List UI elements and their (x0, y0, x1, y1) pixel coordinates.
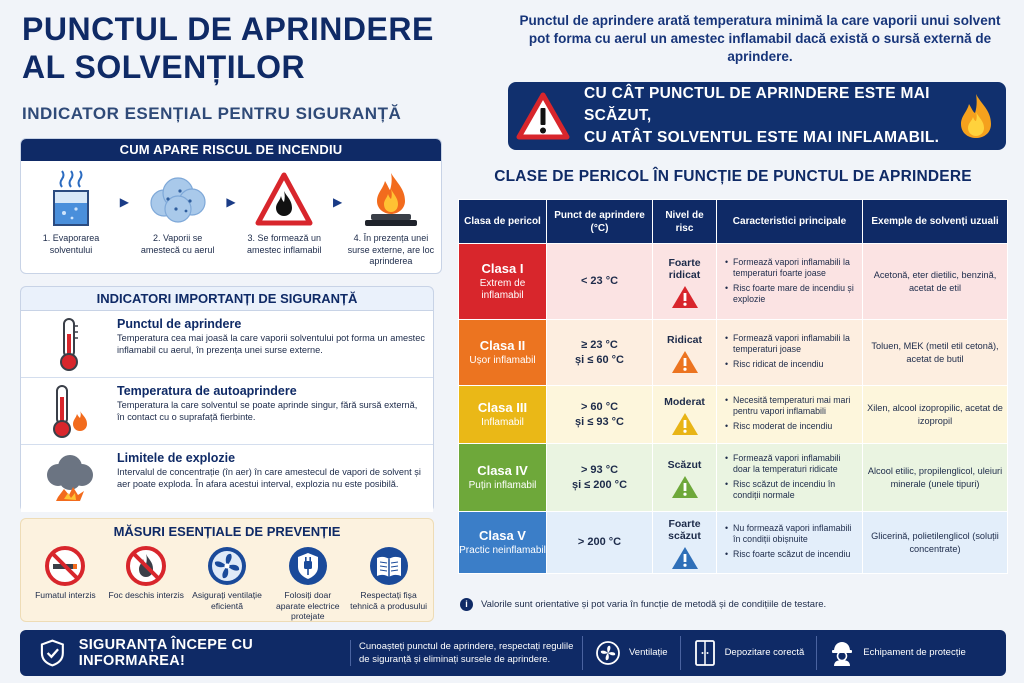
solvent-examples: Xilen, alcool izopropilic, acetat de izopropil (867, 402, 1003, 426)
chevron-right-icon: ▶ (226, 195, 236, 209)
info-icon: i (460, 598, 473, 611)
class-name: Clasa V (479, 528, 526, 543)
hazard-warning-icon (671, 475, 699, 499)
table-row (459, 512, 1008, 574)
prevention-item (269, 545, 347, 622)
fire-risk-title: CUM APARE RISCUL DE INCENDIU (21, 139, 441, 161)
risk-level: Foarte ridicat (668, 256, 701, 281)
risk-step (134, 169, 222, 256)
solvent-examples: Alcool etilic, propilenglicol, uleiuri minerale (unele tipuri) (867, 465, 1003, 489)
table-row (459, 320, 1008, 386)
risk-step (240, 169, 328, 256)
class-subtitle: Inflamabil (481, 417, 524, 428)
risk-level-cell (653, 512, 717, 574)
title-line-2: AL SOLVENȚILOR (22, 49, 306, 85)
prevention-label: Respectați fișa tehnică a produsului (350, 590, 428, 611)
flash-point-cell (547, 244, 653, 320)
characteristics-cell (717, 386, 863, 444)
indicator-row (21, 445, 433, 512)
risk-step-label: 4. În prezența unei surse externe, are loc aprinderea (347, 233, 435, 266)
thermometer-icon (54, 316, 84, 372)
risk-level: Moderat (664, 395, 705, 408)
flame-icon (946, 92, 1006, 140)
class-name-cell (459, 444, 547, 512)
risk-step-label: 3. Se formează un amestec inflamabil (247, 233, 322, 255)
characteristic-item: • Formează vapori inflamabili la temperaturi joase (725, 333, 858, 354)
flash-point-value: < 23 °C (580, 275, 619, 287)
solvent-examples: Toluen, MEK (metil etil cetonă), acetat de butil (871, 340, 999, 364)
warning-line-1: CU CÂT PUNCTUL DE APRINDERE ESTE MAI SCĂZUT, (584, 85, 930, 124)
class-subtitle: Puțin inflamabil (468, 480, 537, 491)
prevention-item (107, 545, 185, 622)
characteristic-item: • Nu formează vapori inflamabili în condiții obișnuite (725, 523, 858, 544)
solvent-examples: Acetonă, eter dietilic, benzină, acetat de etil (873, 269, 997, 293)
chevron-right-icon: ▶ (332, 195, 343, 209)
solvent-examples: Glicerină, polietilenglicol (soluții concentrate) (871, 530, 999, 554)
examples-cell (863, 244, 1008, 320)
flash-point-value: ≥ 23 °C și ≤ 60 °C (575, 338, 624, 366)
classes-title: CLASE DE PERICOL ÎN FUNCȚIE DE PUNCTUL DE APRINDERE (494, 168, 972, 185)
characteristics-cell (717, 244, 863, 320)
table-note (460, 598, 826, 611)
class-subtitle: Practic neinflamabil (459, 545, 546, 556)
page-title (22, 10, 492, 86)
column-header: Exemple de solvenți uzuali (863, 200, 1008, 244)
table-row (459, 386, 1008, 444)
prevention-label: Folosiți doar aparate electrice protejate (276, 590, 340, 621)
prevention-title: MĂSURI ESENȚIALE DE PREVENȚIE (113, 524, 341, 539)
risk-step-label: 2. Vaporii se amestecă cu aerul (140, 233, 215, 255)
chevron-right-icon: ▶ (119, 195, 129, 209)
page-subtitle: INDICATOR ESENȚIAL PENTRU SIGURANȚĂ (22, 104, 402, 123)
class-name: Clasa III (477, 400, 528, 415)
class-name: Clasa IV (477, 463, 528, 478)
indicator-desc: Temperatura la care solventul se poate aprinde singur, fără sursă externă, în contact cu o suprafață fierbinte. (117, 400, 418, 422)
indicator-desc: Intervalul de concentrație (în aer) în care amestecul de vapori de solvent și aer poate exploda. În afara acestui interval, explozia nu este posibilă. (117, 467, 421, 489)
table-header-row (459, 200, 1008, 244)
examples-cell (863, 444, 1008, 512)
column-header: Nivel de risc (653, 200, 717, 244)
risk-step-label: 1. Evaporarea solventului (42, 233, 100, 255)
shield-check-icon (40, 638, 65, 668)
characteristic-item: • Risc foarte scăzut de incendiu (725, 549, 858, 560)
characteristics-cell (717, 320, 863, 386)
no-fire-icon (125, 545, 167, 587)
warning-banner (508, 82, 1006, 150)
characteristic-item: • Formează vapori inflamabili la temperaturi foarte joase (725, 257, 858, 278)
flash-point-value: > 60 °C și ≤ 93 °C (575, 400, 624, 428)
explosion-icon (40, 453, 98, 505)
safety-indicators-title: INDICATORI IMPORTANȚI DE SIGURANȚĂ (21, 287, 433, 311)
warning-line-2: CU ATÂT SOLVENTUL ESTE MAI INFLAMABIL. (584, 129, 940, 146)
characteristic-item: • Risc scăzut de incendiu în condiții normale (725, 479, 858, 500)
risk-level: Foarte scăzut (668, 517, 701, 542)
characteristic-item: • Necesită temperaturi mai mari pentru vapori inflamabili (725, 395, 858, 416)
footer-motto: SIGURANȚA ÎNCEPE CU INFORMAREA! (78, 637, 254, 669)
flash-point-cell (547, 386, 653, 444)
characteristics-cell (717, 444, 863, 512)
footer-item-storage (680, 636, 817, 670)
risk-level-cell (653, 244, 717, 320)
flash-point-cell (547, 444, 653, 512)
risk-level-cell (653, 320, 717, 386)
footer-item-label: Echipament de protecție (863, 647, 966, 658)
flash-point-cell (547, 512, 653, 574)
class-subtitle: Ușor inflamabil (469, 355, 536, 366)
class-name-cell (459, 386, 547, 444)
protected-plug-icon (287, 545, 329, 587)
datasheet-book-icon (368, 545, 410, 587)
vapor-cloud-icon (146, 169, 210, 229)
risk-level-cell (653, 444, 717, 512)
prevention-item (350, 545, 428, 622)
characteristic-item: • Risc foarte mare de incendiu și explozie (725, 283, 858, 304)
hazard-classes-table (458, 199, 1008, 574)
flash-point-cell (547, 320, 653, 386)
flash-point-value: > 93 °C și ≤ 200 °C (571, 463, 628, 491)
examples-cell (863, 386, 1008, 444)
prevention-item (26, 545, 104, 622)
flammable-warning-icon (254, 169, 314, 229)
warning-icon (508, 92, 578, 140)
footer-item-ventilation (582, 636, 680, 670)
hazard-warning-icon (671, 412, 699, 436)
examples-cell (863, 512, 1008, 574)
class-subtitle: Extrem de inflamabil (479, 278, 526, 301)
characteristics-cell (717, 512, 863, 574)
class-name-cell (459, 512, 547, 574)
column-header: Clasa de pericol (459, 200, 547, 244)
prevention-label: Fumatul interzis (35, 590, 96, 600)
table-note-text: Valorile sunt orientative și pot varia în funcție de metodă și de condițiile de testare. (481, 599, 827, 610)
characteristic-item: • Risc ridicat de incendiu (725, 359, 858, 370)
table-row (459, 244, 1008, 320)
class-name-cell (459, 320, 547, 386)
indicator-name: Punctul de aprindere (117, 317, 242, 331)
storage-cabinet-icon (693, 639, 717, 667)
class-name: Clasa II (479, 338, 526, 353)
safety-indicators-card (20, 286, 434, 512)
class-name: Clasa I (481, 261, 524, 276)
risk-level-cell (653, 386, 717, 444)
protective-equipment-icon (829, 639, 855, 667)
table-row (459, 444, 1008, 512)
prevention-item (188, 545, 266, 622)
prevention-label: Foc deschis interzis (108, 590, 184, 600)
hazard-warning-icon (671, 285, 699, 309)
prevention-label: Asigurați ventilație eficientă (192, 590, 262, 611)
fire-risk-card (20, 138, 442, 274)
hazard-warning-icon (671, 350, 699, 374)
risk-step (347, 169, 435, 268)
risk-level: Ridicat (666, 333, 702, 346)
footer-item-label: Ventilație (629, 647, 668, 658)
beaker-icon (48, 169, 94, 229)
footer-banner (20, 630, 1006, 676)
no-smoking-icon (44, 545, 86, 587)
indicator-name: Temperatura de autoaprindere (117, 384, 297, 398)
indicator-name: Limitele de explozie (117, 451, 236, 465)
title-line-1: PUNCTUL DE APRINDERE (22, 11, 434, 47)
footer-description: Cunoașteți punctul de aprindere, respectați regulile de siguranță și eliminați sursele de aprindere. (350, 640, 582, 666)
risk-level: Scăzut (667, 458, 702, 471)
thermometer-flame-icon (47, 383, 91, 439)
characteristic-item: • Risc moderat de incendiu (725, 421, 858, 432)
prevention-card (20, 518, 434, 622)
indicator-row (21, 311, 433, 378)
ventilation-icon (595, 640, 621, 666)
burner-flame-icon (361, 169, 421, 229)
ventilation-fan-icon (206, 545, 248, 587)
footer-item-label: Depozitare corectă (724, 647, 805, 658)
risk-step (27, 169, 115, 256)
indicator-row (21, 378, 433, 445)
class-name-cell (459, 244, 547, 320)
flash-point-value: > 200 °C (577, 536, 622, 548)
characteristic-item: • Formează vapori inflamabili doar la temperaturi ridicate (725, 453, 858, 474)
indicator-desc: Temperatura cea mai joasă la care vaporii solventului pot forma un amestec inflamabil cu aerul, în prezența unei surse externe. (117, 333, 425, 355)
intro-text: Punctul de aprindere arată temperatura minimă la care vaporii unui solvent pot forma cu aerul un amestec inflamabil dacă există o sursă externă de aprindere. (519, 13, 1001, 64)
column-header: Caracteristici principale (717, 200, 863, 244)
footer-item-protection (816, 636, 977, 670)
column-header: Punct de aprindere (°C) (547, 200, 653, 244)
examples-cell (863, 320, 1008, 386)
hazard-warning-icon (671, 546, 699, 570)
